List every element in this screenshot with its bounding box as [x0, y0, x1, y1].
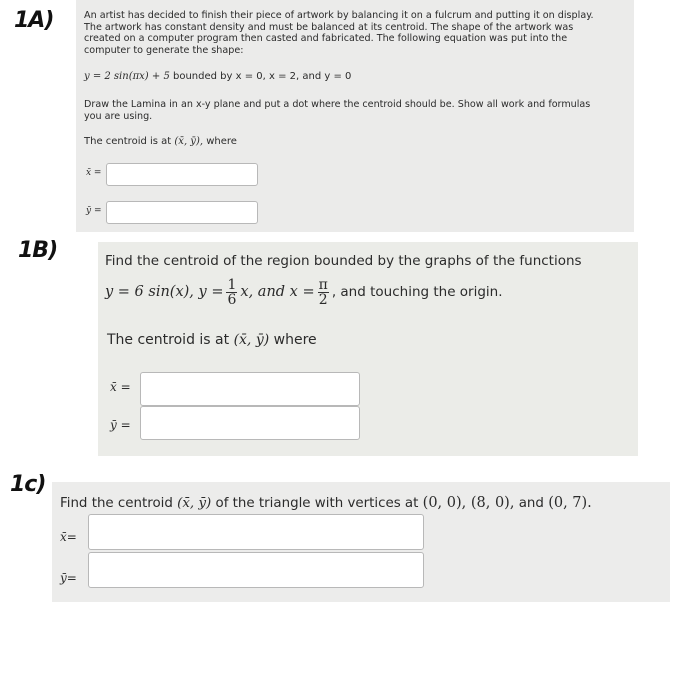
intro-line: An artist has decided to finish their piece of artwork by balancing it on a fulcrum and putting it on display. — [84, 10, 594, 21]
centroid-pair: (x̄, ȳ) — [233, 332, 270, 348]
label-1b: 1B) — [18, 238, 58, 263]
intro-line: created on a computer program then casted and fabricated. The following equation was put into the — [84, 33, 568, 45]
intro-line: computer to generate the shape: — [84, 44, 244, 56]
xbar-answer-input[interactable] — [140, 372, 360, 406]
ybar-answer-input[interactable] — [106, 201, 258, 224]
xbar-label: x̄ = — [110, 380, 131, 394]
equation-part: , and touching the origin. — [331, 284, 503, 300]
fraction-denominator: 2 — [318, 291, 328, 308]
equation-lhs: y = 2 sin(πx) + 5 — [84, 71, 170, 82]
fraction-one-sixth — [226, 278, 237, 307]
ybar-answer-input[interactable] — [140, 406, 360, 440]
problem-1c-text — [60, 495, 592, 511]
centroid-pair: (x̄, ȳ), — [174, 136, 204, 147]
problem-1a-panel — [76, 0, 634, 232]
and-text: and — [518, 496, 544, 511]
centroid-text: The centroid is at — [107, 332, 230, 348]
equation-part: x, and x = — [240, 284, 315, 300]
xbar-answer-input[interactable] — [106, 163, 258, 186]
text-part: Find the centroid — [60, 496, 173, 511]
ybar-label: ȳ = — [110, 418, 131, 432]
where-text: where — [273, 332, 317, 348]
xbar-answer-input[interactable] — [88, 514, 424, 550]
fraction-numerator: 1 — [227, 276, 237, 293]
equation-part: y = 6 sin(x), y = — [105, 284, 224, 300]
problem-1a-instructions — [84, 99, 590, 123]
vertices: (0, 0), (8, 0), — [422, 495, 515, 511]
instruction-line: you are using. — [84, 111, 153, 122]
fraction-numerator: π — [318, 276, 328, 293]
problem-1b-equation — [105, 272, 503, 312]
ybar-answer-input[interactable] — [88, 552, 424, 588]
fraction-denominator: 6 — [227, 291, 237, 308]
xbar-label: x̄= — [60, 530, 77, 544]
problem-1a-equation — [84, 71, 351, 82]
instruction-line: Draw the Lamina in an x-y plane and put a dot where the centroid should be. Show all work and formulas — [84, 99, 591, 110]
problem-1b-text: Find the centroid of the region bounded by the graphs of the functions — [105, 253, 582, 269]
ybar-label: ȳ= — [60, 571, 77, 585]
problem-1c-panel — [52, 482, 670, 602]
label-1c: 1c) — [10, 472, 46, 497]
text-part: of the triangle with vertices at — [215, 496, 419, 511]
problem-1a-centroid-prompt — [84, 136, 237, 147]
problem-1a-intro — [84, 10, 594, 56]
ybar-label: ȳ = — [86, 206, 102, 216]
fraction-pi-over-two — [318, 278, 329, 307]
centroid-pair: (x̄, ȳ) — [177, 496, 212, 511]
vertex-three: (0, 7). — [548, 495, 592, 511]
intro-line: The artwork has constant density and must be balanced at its centroid. The shape of the artwork was — [84, 21, 574, 33]
equation-bounds: bounded by x = 0, x = 2, and y = 0 — [173, 71, 352, 82]
problem-1b-panel — [98, 242, 638, 456]
where-text: where — [206, 136, 237, 147]
problem-1b-centroid-prompt — [107, 332, 317, 348]
label-1a: 1A) — [14, 8, 54, 33]
centroid-text: The centroid is at — [84, 136, 172, 147]
xbar-label: x̄ = — [86, 168, 102, 178]
